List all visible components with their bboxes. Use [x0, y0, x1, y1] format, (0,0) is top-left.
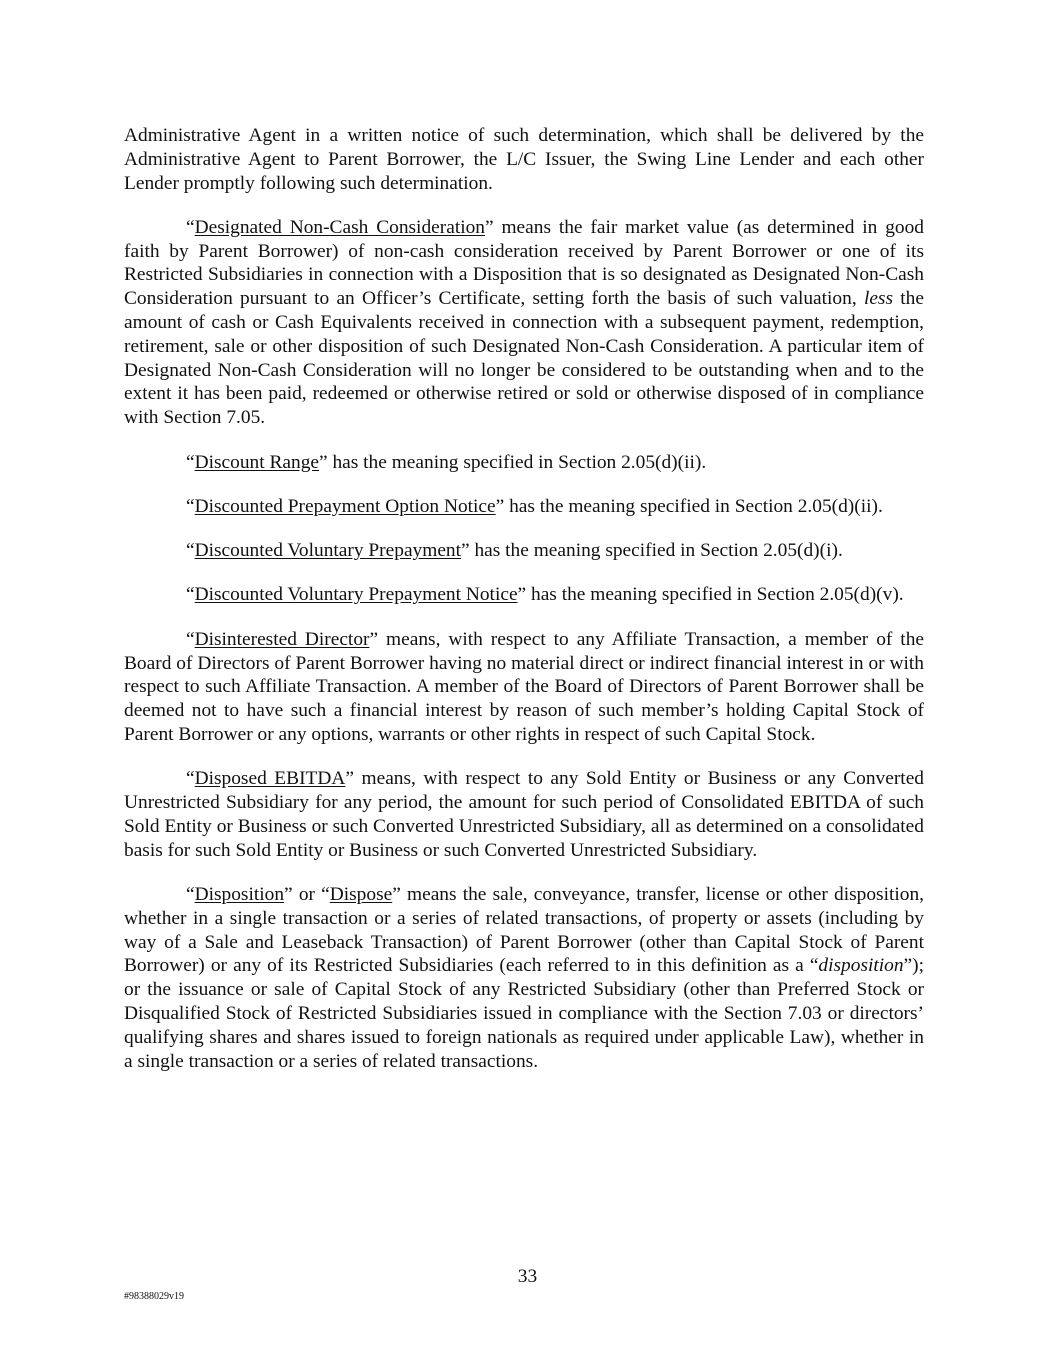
definition-discounted-voluntary-prepayment-notice — [124, 583, 924, 607]
open-quote: “ — [186, 883, 195, 905]
definition-discounted-prepayment-option-notice — [124, 495, 924, 519]
definition-text: ”); or the issuance or sale of Capital Stock of any Restricted Subsidiary (other than Preferred Stock or Disqualified Stock of Restricted Subsidiaries issued in compliance with the Section 7.03 or directors’ qualifying shares and shares issued to foreign nationals as required under applicable Law), whether in a single transaction or a series of related transactions. — [124, 955, 924, 1072]
definition-text: ” means, with respect to any Sold Entity or Business or any Converted Unrestricted Subsidiary for any period, the amount for such period of Consolidated EBITDA of such Sold Entity or Business or such Converted Unrestricted Subsidiary, all as determined on a consolidated basis for such Sold Entity or Business or such Converted Unrestricted Subsidiary. — [124, 768, 924, 861]
open-quote: “ — [186, 495, 195, 517]
definition-text: ” has the meaning specified in Section 2.05(d)(ii). — [495, 495, 883, 517]
definition-discounted-voluntary-prepayment — [124, 539, 924, 563]
defined-term-alternate: Dispose — [329, 883, 393, 905]
page-number: 33 — [517, 1266, 538, 1287]
defined-term: Disposed EBITDA — [194, 768, 346, 790]
definition-text: ” has the meaning specified in Section 2.05(d)(v). — [517, 584, 904, 606]
definition-disposed-ebitda — [124, 767, 924, 862]
defined-term: Disposition — [194, 883, 285, 905]
paragraph-text: Administrative Agent in a written notice of such determination, which shall be delivered by the Administrative Agent to Parent Borrower, the L/C Issuer, the Swing Line Lender and each other Lender promptly following such determination. — [124, 125, 924, 194]
definition-designated-non-cash-consideration — [124, 216, 924, 430]
defined-term: Discounted Prepayment Option Notice — [194, 495, 496, 517]
paragraph-continuation — [124, 124, 924, 195]
defined-term: Designated Non-Cash Consideration — [194, 216, 485, 238]
definition-text: ” means, with respect to any Affiliate Transaction, a member of the Board of Directors of Parent Borrower having no material direct or indirect financial interest in or with respect to such Affiliate Transaction. A member of the Board of Directors of Parent Borrower shall be deemed not to have such a financial interest by reason of such member’s holding Capital Stock of Parent Borrower or any options, warrants or other rights in respect of such Capital Stock. — [124, 628, 924, 745]
definition-discount-range — [124, 451, 924, 475]
definition-text: ” has the meaning specified in Section 2.05(d)(i). — [461, 540, 843, 562]
emphasis-text: disposition — [818, 955, 904, 977]
defined-term: Disinterested Director — [194, 628, 370, 650]
open-quote: “ — [186, 216, 195, 238]
open-quote: “ — [186, 451, 195, 473]
open-quote: “ — [186, 584, 195, 606]
definition-text: ” means the sale, conveyance, transfer, license or other disposition, whether in a single transaction or a series of related transactions, of property or assets (including by way of a Sale and Leaseback Transaction) of Parent Borrower (other than Capital Stock of Parent Borrower) or any of its Restricted Subsidiaries (each referred to in this definition as a “ — [124, 883, 924, 977]
definition-text: ” has the meaning specified in Section 2.05(d)(ii). — [319, 451, 707, 473]
definition-text: ” means the fair market value (as determined in good faith by Parent Borrower) of non-cash consideration received by Parent Borrower or one of its Restricted Subsidiaries in connection with a Disposition that is so designated as Designated Non-Cash Consideration pursuant to an Officer’s Certificate, setting forth the basis of such valuation, — [124, 216, 924, 310]
open-quote: “ — [186, 540, 195, 562]
defined-term: Discount Range — [194, 451, 320, 473]
defined-term: Discounted Voluntary Prepayment Notice — [194, 584, 518, 606]
document-body — [124, 124, 924, 1094]
definition-text: ” or “ — [284, 883, 330, 905]
definition-text: the amount of cash or Cash Equivalents received in connection with a subsequent payment, redemption, retirement, sale or other disposition of such Designated Non-Cash Consideration. A particular item of Designated Non-Cash Consideration will no longer be considered to be outstanding when and to the extent it has been paid, redeemed or otherwise retired or sold or otherwise disposed of in compliance with Section 7.05. — [124, 288, 924, 429]
definition-disinterested-director — [124, 628, 924, 747]
open-quote: “ — [186, 768, 195, 790]
emphasis-text: less — [863, 288, 894, 310]
definition-disposition — [124, 883, 924, 1073]
document-id: #98388029v19 — [124, 1291, 184, 1302]
defined-term: Discounted Voluntary Prepayment — [194, 540, 462, 562]
open-quote: “ — [186, 628, 195, 650]
